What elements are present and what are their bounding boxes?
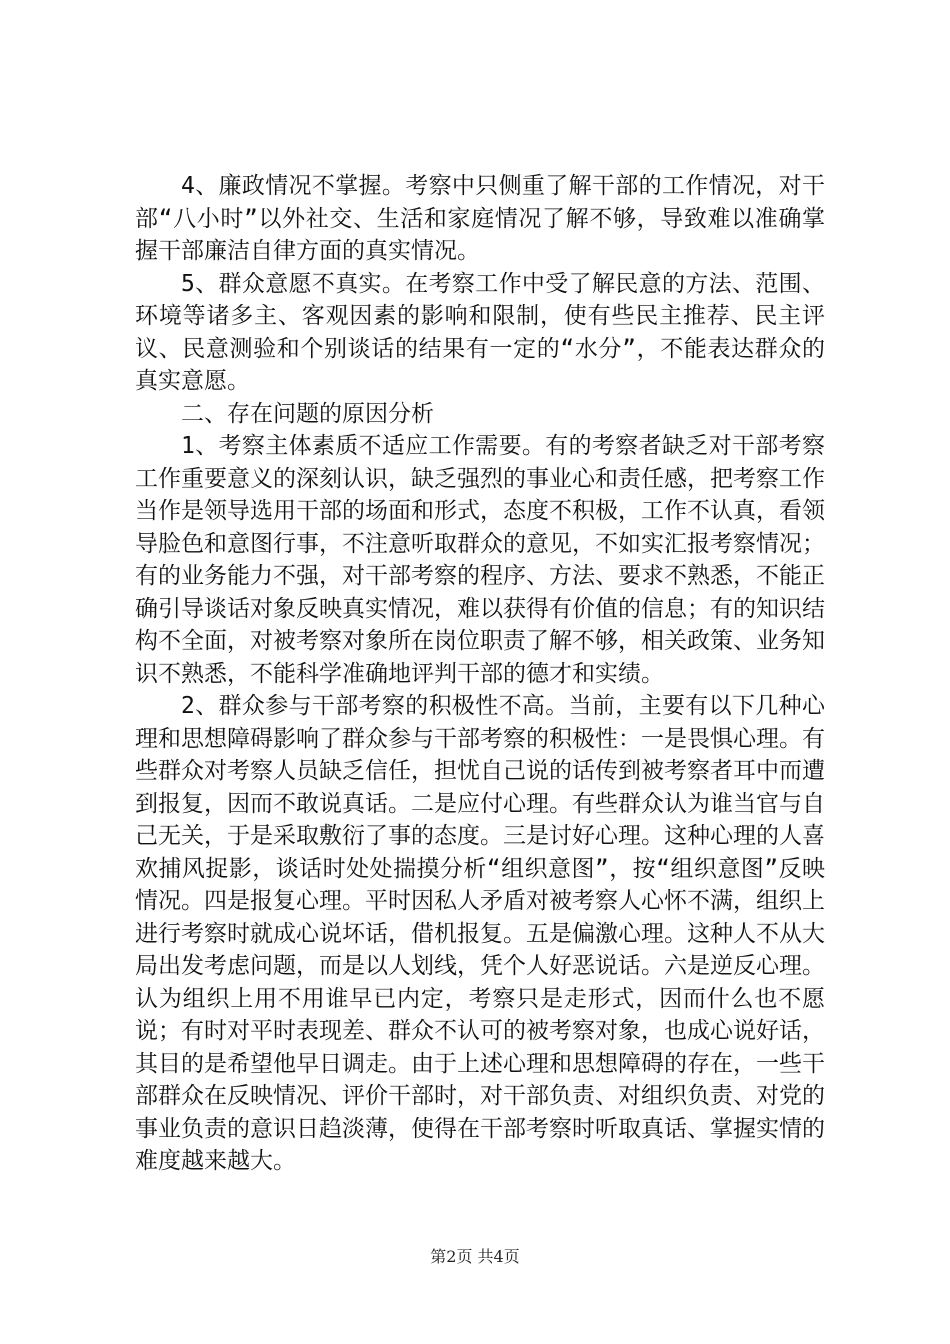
paragraph-inspector-quality: 1、考察主体素质不适应工作需要。有的考察者缺乏对干部考察工作重要意义的深刻认识，缺乏强烈的事业心和责任感，把考察工作当作是领导选用干部的场面和形式，态度不积极，工作不认真，看领导脸色和意图行事，不注意听取群众的意见，不如实汇报考察情况；有的业务能力不强，对干部考察的程序、方法、要求不熟悉，不能正确引导谈话对象反映真实情况，难以获得有价值的信息；有的知识结构不全面，对被考察对象所在岗位职责了解不够，相关政策、业务知识不熟悉，不能科学准确地评判干部的德才和实绩。 — [135, 433, 825, 687]
paragraph-public-participation: 2、群众参与干部考察的积极性不高。当前，主要有以下几种心理和思想障碍影响了群众参与干部考察的积极性：一是畏惧心理。有些群众对考察人员缺乏信任，担忧自己说的话传到被考察者耳中而遭到报复，因而不敢说真话。二是应付心理。有些群众认为谁当官与自己无关，于是采取敷衍了事的态度。三是讨好心理。这种心理的人喜欢捕风捉影，谈话时处处揣摸分析“组织意图”，按“组织意图”反映情况。四是报复心理。平时因私人矛盾对被考察人心怀不满，组织上进行考察时就成心说坏话，借机报复。五是偏激心理。这种人不从大局出发考虑问题，而是以人划线，凭个人好恶说话。六是逆反心理。认为组织上用不用谁早已内定，考察只是走形式，因而什么也不愿说；有时对平时表现差、群众不认可的被考察对象，也成心说好话，其目的是希望他早日调走。由于上述心理和思想障碍的存在，一些干部群众在反映情况、评价干部时，对干部负责、对组织负责、对党的事业负责的意识日趋淡薄，使得在干部考察时听取真话、掌握实情的难度越来越大。 — [135, 693, 825, 1174]
paragraph-integrity: 4、廉政情况不掌握。考察中只侧重了解干部的工作情况，对干部“八小时”以外社交、生活和家庭情况了解不够，导致难以准确掌握干部廉洁自律方面的真实情况。 — [135, 173, 825, 264]
document-body — [135, 170, 825, 1178]
section-heading-cause-analysis: 二、存在问题的原因分析 — [181, 400, 434, 427]
page-number-footer: 第2页 共4页 — [430, 1247, 520, 1266]
paragraph-public-will: 5、群众意愿不真实。在考察工作中受了解民意的方法、范围、环境等诸多主、客观因素的影响和限制，使有些民主推荐、民主评议、民意测验和个别谈话的结果有一定的“水分”，不能表达群众的真实意愿。 — [135, 270, 825, 394]
